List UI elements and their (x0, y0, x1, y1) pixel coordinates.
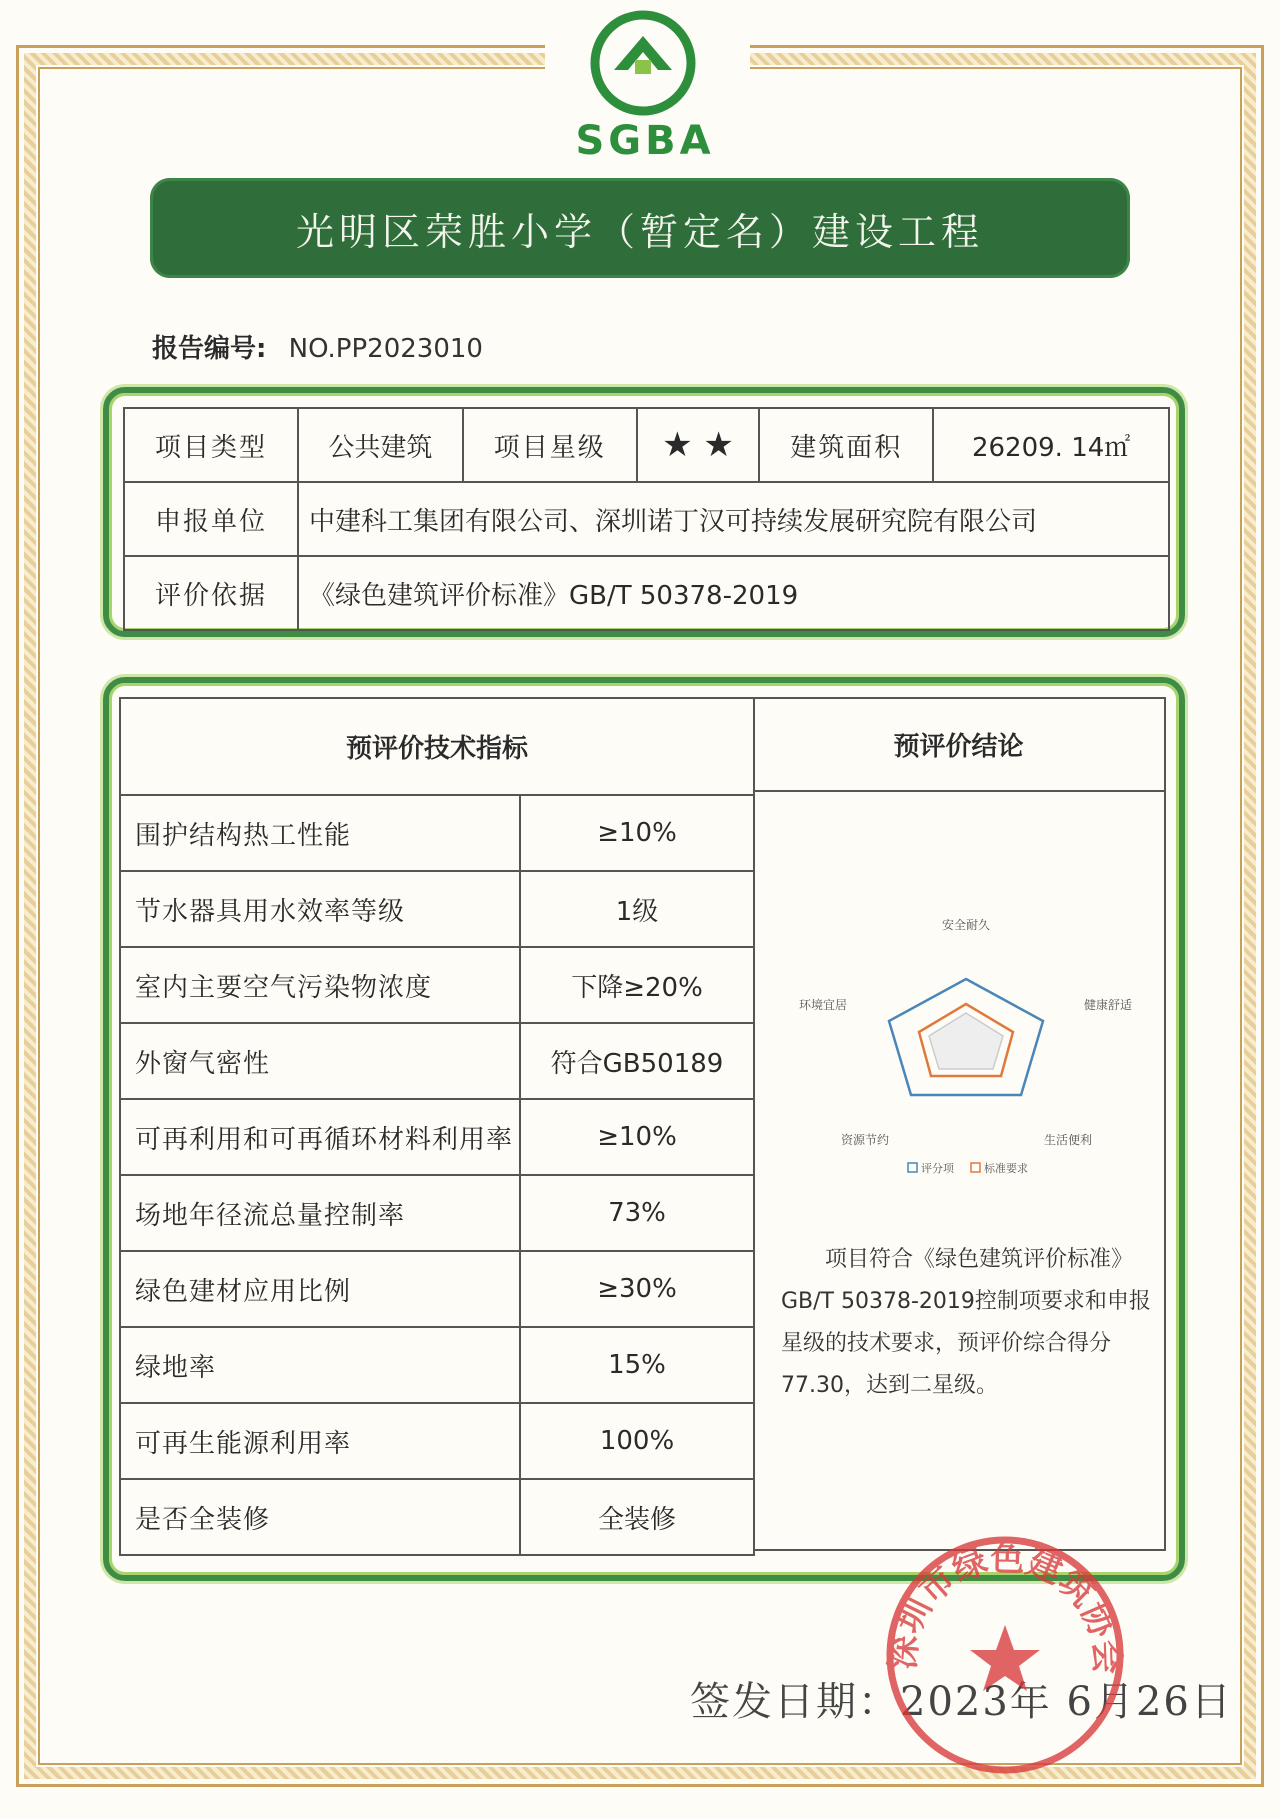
project-type-value: 公共建筑 (298, 408, 463, 482)
tech-indicator-name: 可再生能源利用率 (120, 1403, 520, 1479)
conclusion-header: 预评价结论 (753, 699, 1164, 792)
tech-indicator-value: 100% (520, 1403, 754, 1479)
report-number-label: 报告编号: (152, 334, 267, 364)
tech-row (120, 1327, 754, 1403)
tech-indicator-name: 可再利用和可再循环材料利用率 (120, 1099, 520, 1175)
tech-header: 预评价技术指标 (120, 698, 754, 795)
project-info-table (123, 407, 1170, 631)
basis-value: 《绿色建筑评价标准》GB/T 50378-2019 (298, 556, 1169, 630)
tech-row (120, 1251, 754, 1327)
tech-row (120, 795, 754, 871)
seal-star-icon (970, 1625, 1040, 1691)
tech-indicator-value: 全装修 (520, 1479, 754, 1555)
radar-grid-pentagon (929, 1013, 1003, 1069)
tech-indicator-name: 室内主要空气污染物浓度 (120, 947, 520, 1023)
tech-row (120, 1403, 754, 1479)
svg-text:深圳市绿色建筑协会: 深圳市绿色建筑协会 (883, 1539, 1127, 1675)
radar-axis-label: 资源节约 (840, 1133, 890, 1147)
radar-chart (753, 899, 1166, 1219)
radar-axis-label: 健康舒适 (1083, 998, 1133, 1012)
tech-row (120, 871, 754, 947)
radar-axis-label: 环境宜居 (798, 998, 848, 1012)
info-row (124, 482, 1169, 556)
tech-row (120, 1023, 754, 1099)
star-label: 项目星级 (463, 408, 637, 482)
report-number-value: NO.PP2023010 (288, 334, 483, 364)
tech-body (120, 795, 754, 1555)
conclusion-text: 项目符合《绿色建筑评价标准》GB/T 50378-2019控制项要求和申报星级的技术要求，预评价综合得分77.30，达到二星级。 (781, 1247, 1151, 1398)
logo-text: SGBA (575, 118, 715, 164)
technical-indicators-table (119, 697, 755, 1556)
tech-indicator-value: 1级 (520, 871, 754, 947)
legend-score-label: 评分项 (921, 1162, 954, 1175)
project-title: 光明区荣胜小学（暂定名）建设工程 (295, 209, 984, 254)
basis-label: 评价依据 (124, 556, 298, 630)
tech-indicator-value: 符合GB50189 (520, 1023, 754, 1099)
tech-indicator-name: 是否全装修 (120, 1479, 520, 1555)
tech-indicator-name: 节水器具用水效率等级 (120, 871, 520, 947)
area-label: 建筑面积 (759, 408, 933, 482)
tech-indicator-value: ≥10% (520, 1099, 754, 1175)
applicant-label: 申报单位 (124, 482, 298, 556)
tech-indicator-value: ≥30% (520, 1251, 754, 1327)
issue-date: 签发日期：2023年 6月26日 (690, 1679, 1233, 1725)
tech-indicator-name: 绿地率 (120, 1327, 520, 1403)
applicant-value: 中建科工集团有限公司、深圳诺丁汉可持续发展研究院有限公司 (298, 482, 1169, 556)
info-row (124, 556, 1169, 630)
legend-standard-label: 标准要求 (984, 1162, 1028, 1175)
radar-axis-label: 安全耐久 (941, 918, 991, 932)
tech-indicator-name: 围护结构热工性能 (120, 795, 520, 871)
tech-indicator-name: 外窗气密性 (120, 1023, 520, 1099)
official-seal-stamp (880, 1530, 1130, 1780)
area-value: 26209. 14㎡ (933, 408, 1169, 482)
star-rating: ★ ★ (637, 408, 760, 482)
info-row (124, 408, 1169, 482)
title-banner (150, 178, 1130, 278)
radar-axis-label: 生活便利 (1043, 1133, 1093, 1147)
tech-row (120, 1099, 754, 1175)
tech-row (120, 947, 754, 1023)
project-type-label: 项目类型 (124, 408, 298, 482)
tech-row (120, 1175, 754, 1251)
tech-row (120, 1479, 754, 1555)
tech-indicator-name: 绿色建材应用比例 (120, 1251, 520, 1327)
legend-standard-swatch (971, 1163, 980, 1172)
tech-header-row (120, 698, 754, 795)
house-roof-logo-icon (588, 8, 698, 118)
tech-indicator-value: 下降≥20% (520, 947, 754, 1023)
tech-indicator-value: 73% (520, 1175, 754, 1251)
tech-indicator-value: ≥10% (520, 795, 754, 871)
conclusion-column (753, 697, 1166, 1551)
tech-indicator-value: 15% (520, 1327, 754, 1403)
legend-score-swatch (908, 1163, 917, 1172)
report-number (152, 328, 483, 365)
tech-indicator-name: 场地年径流总量控制率 (120, 1175, 520, 1251)
